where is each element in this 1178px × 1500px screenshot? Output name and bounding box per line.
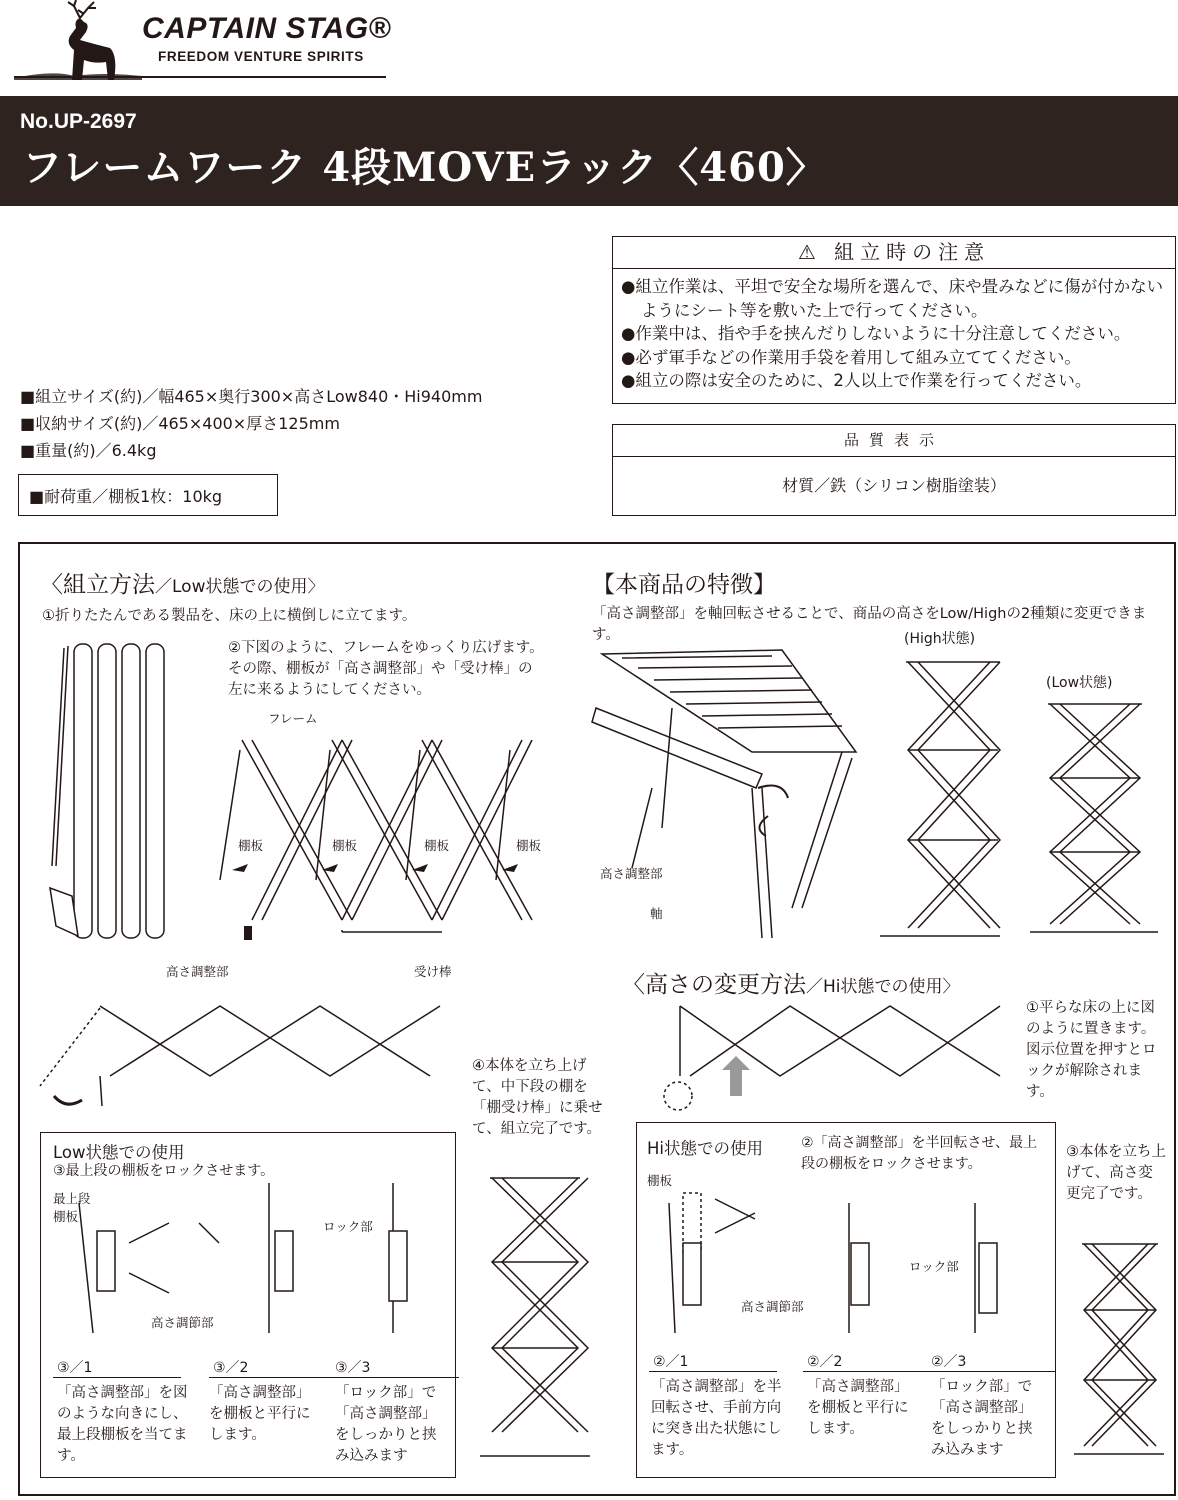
low-lock-steps-diagram xyxy=(49,1183,449,1343)
label-adjuster: 高さ調整部 xyxy=(166,964,229,979)
caution-item: ●組立の際は安全のために、2人以上で作業を行ってください。 xyxy=(621,371,1092,390)
low-step-text: 「高さ調整部」を図のような向きにし、最上段棚板を当てます。 xyxy=(57,1385,188,1464)
label-shelf: 棚板 xyxy=(424,838,450,853)
label-frame: フレーム xyxy=(268,711,318,726)
hi-step-no: ②／2 xyxy=(803,1351,931,1372)
label-shelf: 棚板 xyxy=(332,838,358,853)
caution-title: ⚠ 組立時の注意 xyxy=(613,237,1175,269)
rack-perspective-diagram xyxy=(592,648,862,948)
hi-box-title: Hi状態での使用 xyxy=(647,1139,763,1158)
load-capacity-box: ■耐荷重／棚板1枚：10kg xyxy=(18,474,278,516)
hi-step-no: ②／1 xyxy=(649,1351,777,1372)
height-change-step1: ①平らな床の上に図のように置きます。図示位置を押すとロックが解除されます。 xyxy=(1026,1000,1157,1100)
low-step-no: ③／3 xyxy=(331,1357,459,1378)
assembly-title: 〈組立方法／Low状態での使用〉 xyxy=(40,572,325,598)
label-lock: ロック部 xyxy=(323,1219,373,1234)
low-state-box xyxy=(40,1132,456,1478)
spec-weight: ■重量(約)／6.4kg xyxy=(20,441,157,460)
quality-box xyxy=(612,424,1176,516)
folded-rack-diagram xyxy=(48,636,178,946)
label-top-shelf: 最上段 棚板 xyxy=(53,1191,91,1224)
hi-state-box xyxy=(636,1122,1056,1478)
label-high-state: (High状態) xyxy=(904,631,976,647)
brand-name: CAPTAIN STAG® xyxy=(142,12,392,45)
quality-material: 材質／鉄（シリコン樹脂塗装） xyxy=(782,476,1006,495)
assembly-step1: ①折りたたんである製品を、床の上に横倒しに立てます。 xyxy=(42,608,417,624)
label-shelf: 棚板 xyxy=(238,838,264,853)
finished-rack-diagram xyxy=(480,1172,590,1472)
hi-step-text: 「高さ調整部」を半回転させ、手前方向に突き出た状態にします。 xyxy=(651,1379,782,1458)
caution-item: ●必ず軍手などの作業用手袋を着用して組み立ててください。 xyxy=(621,347,1081,367)
label-adjuster: 高さ調整部 xyxy=(600,866,663,881)
label-shelf: 棚板 xyxy=(516,838,542,853)
hi-box-step2: ②「高さ調整部」を半回転させ、最上段の棚板をロックさせます。 xyxy=(801,1135,1038,1172)
label-bar: 受け棒 xyxy=(414,964,452,979)
low-box-step3: ③最上段の棚板をロックさせます。 xyxy=(53,1163,275,1179)
caution-item: ●作業中は、指や手を挟んだりしないように十分注意してください。 xyxy=(621,324,1131,343)
quality-title: 品質表示 xyxy=(613,425,1175,457)
features-text: 「高さ調整部」を軸回転させることで、商品の高さをLow/Highの2種類に変更できます。 xyxy=(592,606,1147,643)
low-step-text: 「ロック部」で「高さ調整部」をしっかりと挟み込みます xyxy=(335,1385,437,1464)
assembly-step4: ④本体を立ち上げて、中下段の棚を「棚受け棒」に乗せて、組立完了です。 xyxy=(472,1058,603,1137)
spec-assembled-size: ■組立サイズ(約)／幅465×奥行300×高さLow840・Hi940mm xyxy=(20,387,483,406)
height-change-step3: ③本体を立ち上げて、高さ変更完了です。 xyxy=(1066,1144,1166,1202)
caution-box xyxy=(612,236,1176,404)
label-axis: 軸 xyxy=(650,906,663,921)
low-step-no: ③／1 xyxy=(53,1357,181,1378)
spec-storage-size: ■収納サイズ(約)／465×400×厚さ125mm xyxy=(20,414,340,433)
hi-lock-steps-diagram xyxy=(645,1183,1045,1343)
low-step-no: ③／2 xyxy=(209,1357,337,1378)
hi-step-text: 「ロック部」で「高さ調整部」をしっかりと挟み込みます xyxy=(931,1379,1033,1458)
low-state-diagram xyxy=(1030,698,1160,938)
hi-step-text: 「高さ調整部」を棚板と平行にします。 xyxy=(807,1379,909,1437)
caution-item: ●組立作業は、平坦で安全な場所を選んで、床や畳みなどに傷が付かないようにシート等を敷いた上で行ってください。 xyxy=(621,277,1164,320)
label-adjuster: 高さ調節部 xyxy=(741,1299,804,1314)
label-lock: ロック部 xyxy=(909,1259,959,1274)
low-step-text: 「高さ調整部」を棚板と平行にします。 xyxy=(209,1385,311,1443)
label-adjuster: 高さ調節部 xyxy=(151,1315,214,1330)
features-title: 【本商品の特徴】 xyxy=(592,572,776,598)
expanded-frame-diagram xyxy=(212,730,552,960)
height-change-title: 〈高さの変更方法／Hi状態での使用〉 xyxy=(622,972,960,998)
frame-side-diagram xyxy=(40,996,460,1116)
brand-tagline: FREEDOM VENTURE SPIRITS xyxy=(158,49,364,64)
high-state-diagram xyxy=(880,654,1000,944)
assembly-step2: ②下図のように、フレームをゆっくり広げます。その際、棚板が「高さ調整部」や「受け棒」の左に来るようにしてください。 xyxy=(228,640,544,698)
label-shelf: 棚板 xyxy=(647,1173,673,1188)
stag-logo-icon xyxy=(14,0,144,84)
height-frame-diagram xyxy=(660,996,1010,1106)
label-low-state: (Low状態) xyxy=(1046,675,1113,691)
low-box-title: Low状態での使用 xyxy=(53,1143,185,1162)
caution-list xyxy=(613,269,1175,393)
hi-step-no: ②／3 xyxy=(927,1351,1055,1372)
raised-rack-diagram xyxy=(1074,1240,1164,1460)
product-title: フレームワーク 4段MOVEラック〈460〉 xyxy=(22,144,827,191)
title-band xyxy=(0,96,1178,206)
model-number: No.UP-2697 xyxy=(20,110,137,133)
